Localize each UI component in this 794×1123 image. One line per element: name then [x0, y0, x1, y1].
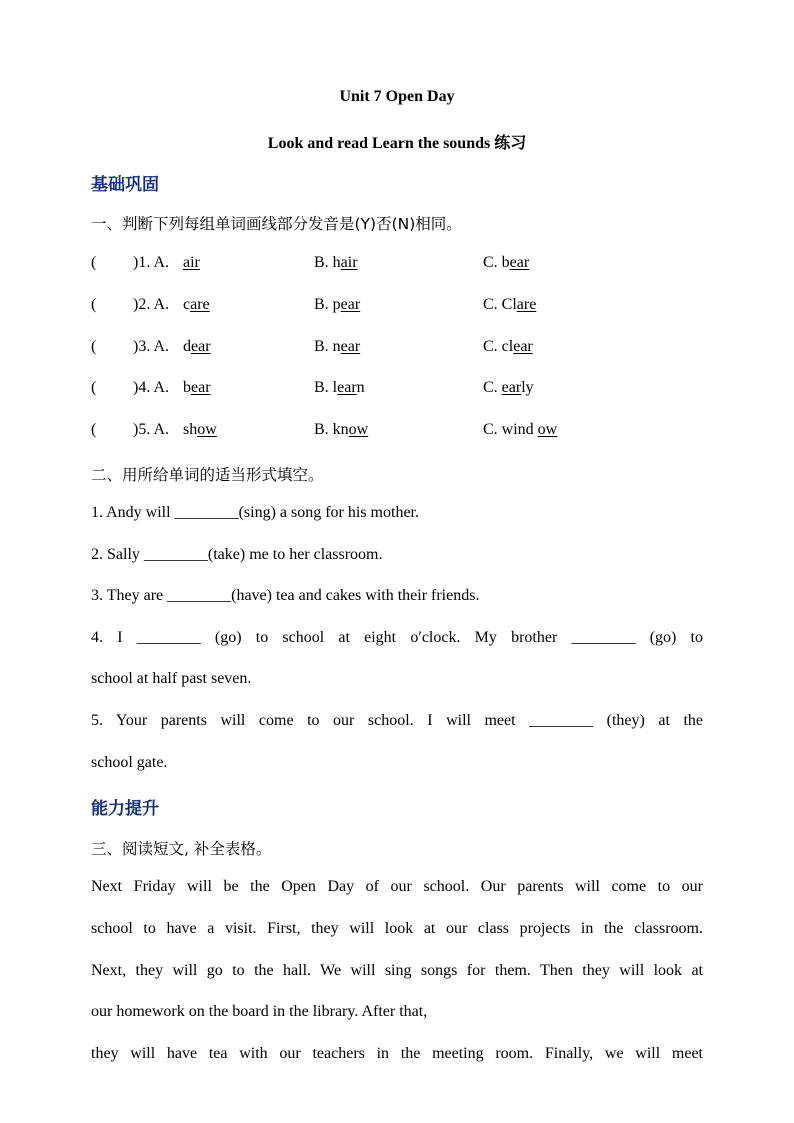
q1-option-c	[483, 421, 557, 439]
underlined-sound: ow	[537, 421, 558, 438]
page-title: Unit 7 Open Day	[339, 88, 455, 105]
q1-item-number: )3. A.	[133, 338, 169, 355]
underlined-sound: ear	[340, 338, 361, 355]
option-text: n	[356, 379, 365, 396]
passage-line-1: Next Friday will be the Open Day of our school. Our parents will come to our	[91, 878, 703, 895]
underlined-sound: are	[190, 296, 210, 313]
passage-line-2: school to have a visit. First, they will look at our class projects in the classroom.	[91, 920, 703, 937]
q2-sentence-5-line1: 5. Your parents will come to our school. I will meet ________ (they) at the	[91, 712, 703, 729]
q1-option-b	[314, 296, 360, 314]
q1-option-b	[314, 254, 358, 272]
passage-line-5: they will have tea with our teachers in the meeting room. Finally, we will meet	[91, 1045, 703, 1062]
q3-instruction: 三、阅读短文, 补全表格。	[91, 840, 272, 858]
q1-answer-blank: (	[91, 296, 97, 313]
q1-option-a	[183, 421, 217, 439]
q1-option-a	[183, 296, 210, 314]
q1-item-number: )2. A.	[133, 296, 169, 313]
option-text: c	[183, 296, 191, 313]
option-text: b	[183, 379, 191, 396]
section-heading-basic: 基础巩固	[91, 175, 159, 195]
underlined-sound: ear	[501, 379, 522, 396]
q1-answer-blank: (	[91, 421, 97, 438]
q1-item-number: )4. A.	[133, 379, 169, 396]
option-text: B. n	[314, 338, 341, 355]
underlined-sound: are	[516, 296, 537, 313]
q1-option-b	[314, 421, 368, 439]
q1-option-b	[314, 338, 360, 356]
q2-sentence-2: 2. Sally ________(take) me to her classroom.	[91, 546, 383, 563]
q1-option-c	[483, 379, 534, 397]
underlined-sound: ear	[191, 379, 211, 396]
q2-sentence-4-line1: 4. I ________ (go) to school at eight o′clock. My brother ________ (go) to	[91, 629, 703, 646]
q1-option-c	[483, 338, 533, 356]
q2-sentence-1: 1. Andy will ________(sing) a song for his mother.	[91, 504, 419, 521]
q1-option-c	[483, 254, 529, 272]
underlined-sound: ow	[197, 421, 217, 438]
q1-answer-blank: (	[91, 254, 97, 271]
option-text: B. l	[314, 379, 338, 396]
q1-option-a	[183, 379, 211, 397]
passage-line-4: our homework on the board in the library. After that,	[91, 1003, 428, 1020]
option-text: C. cl	[483, 338, 514, 355]
q1-option-c	[483, 296, 536, 314]
option-text: d	[183, 338, 191, 355]
q1-item-number: )5. A.	[133, 421, 169, 438]
option-text: C. b	[483, 254, 510, 271]
q1-option-a	[183, 254, 200, 272]
page-subtitle: Look and read Learn the sounds 练习	[267, 135, 527, 152]
underlined-sound: ear	[191, 338, 211, 355]
option-text: C. wind	[483, 421, 538, 438]
underlined-sound: ow	[348, 421, 369, 438]
option-text: B. kn	[314, 421, 349, 438]
option-text: B. p	[314, 296, 341, 313]
option-text: B. h	[314, 254, 341, 271]
q1-option-b	[314, 379, 365, 397]
underlined-sound: ear	[509, 254, 530, 271]
passage-line-3: Next, they will go to the hall. We will sing songs for them. Then they will look at	[91, 962, 703, 979]
q1-option-a	[183, 338, 211, 356]
q2-sentence-5-line2: school gate.	[91, 754, 168, 771]
q2-sentence-3: 3. They are ________(have) tea and cakes with their friends.	[91, 587, 480, 604]
underlined-sound: air	[340, 254, 358, 271]
underlined-sound: air	[183, 254, 200, 271]
option-text: sh	[183, 421, 198, 438]
q1-answer-blank: (	[91, 338, 97, 355]
q2-instruction: 二、用所给单词的适当形式填空。	[91, 466, 324, 484]
option-text: C. Cl	[483, 296, 517, 313]
q1-item-number: )1. A.	[133, 254, 169, 271]
underlined-sound: ear	[337, 379, 357, 396]
option-text: C.	[483, 379, 502, 396]
q1-answer-blank: (	[91, 379, 97, 396]
underlined-sound: ear	[513, 338, 533, 355]
option-text: ly	[521, 379, 534, 396]
q1-instruction: 一、判断下列每组单词画线部分发音是(Y)否(N)相同。	[91, 215, 462, 233]
q2-sentence-4-line2: school at half past seven.	[91, 670, 252, 687]
underlined-sound: ear	[340, 296, 361, 313]
section-heading-advanced: 能力提升	[91, 799, 159, 819]
